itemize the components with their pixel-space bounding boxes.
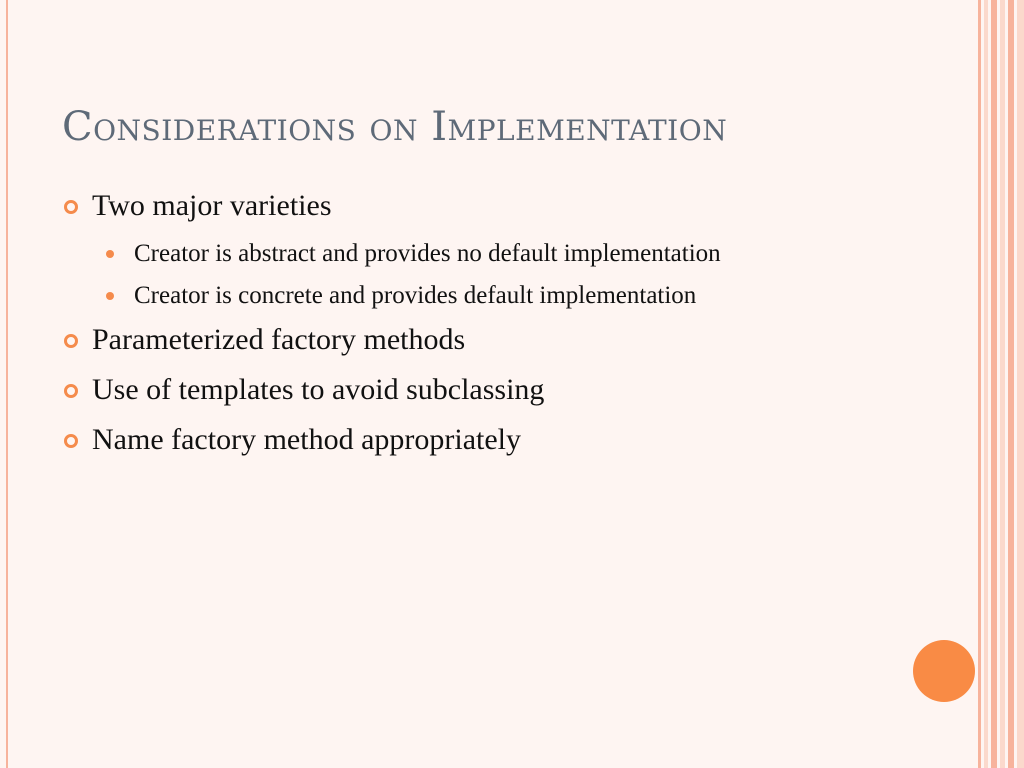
dot-bullet-icon [106,292,114,300]
sub-bullet-item [62,236,774,272]
bullet-list [62,186,962,470]
bullet-item [62,186,962,226]
sub-bullet-text: Creator is abstract and provides no default implementation [134,240,721,267]
ring-bullet-icon [64,334,78,348]
right-stripe [1000,0,1005,768]
bullet-text: Parameterized factory methods [92,323,466,356]
bullet-item [62,320,962,360]
sub-bullet-text: Creator is concrete and provides default implementation [134,282,697,309]
right-stripe [1017,0,1024,768]
right-stripe [984,0,988,768]
sub-bullet-list [62,236,962,314]
ring-bullet-icon [64,384,78,398]
bullet-text: Two major varieties [92,189,332,222]
bullet-item [62,420,962,460]
slide-title: Considerations on Implementation [62,104,728,150]
orange-circle-decoration [913,640,975,702]
bullet-text: Name factory method appropriately [92,423,521,456]
bullet-item [62,370,962,410]
right-stripe [978,0,981,768]
sub-bullet-item [62,278,774,314]
bullet-text: Use of templates to avoid subclassing [92,373,545,406]
right-stripe [991,0,997,768]
right-stripe [1008,0,1014,768]
ring-bullet-icon [64,434,78,448]
dot-bullet-icon [106,250,114,258]
ring-bullet-icon [64,200,78,214]
left-border-line [6,0,8,768]
